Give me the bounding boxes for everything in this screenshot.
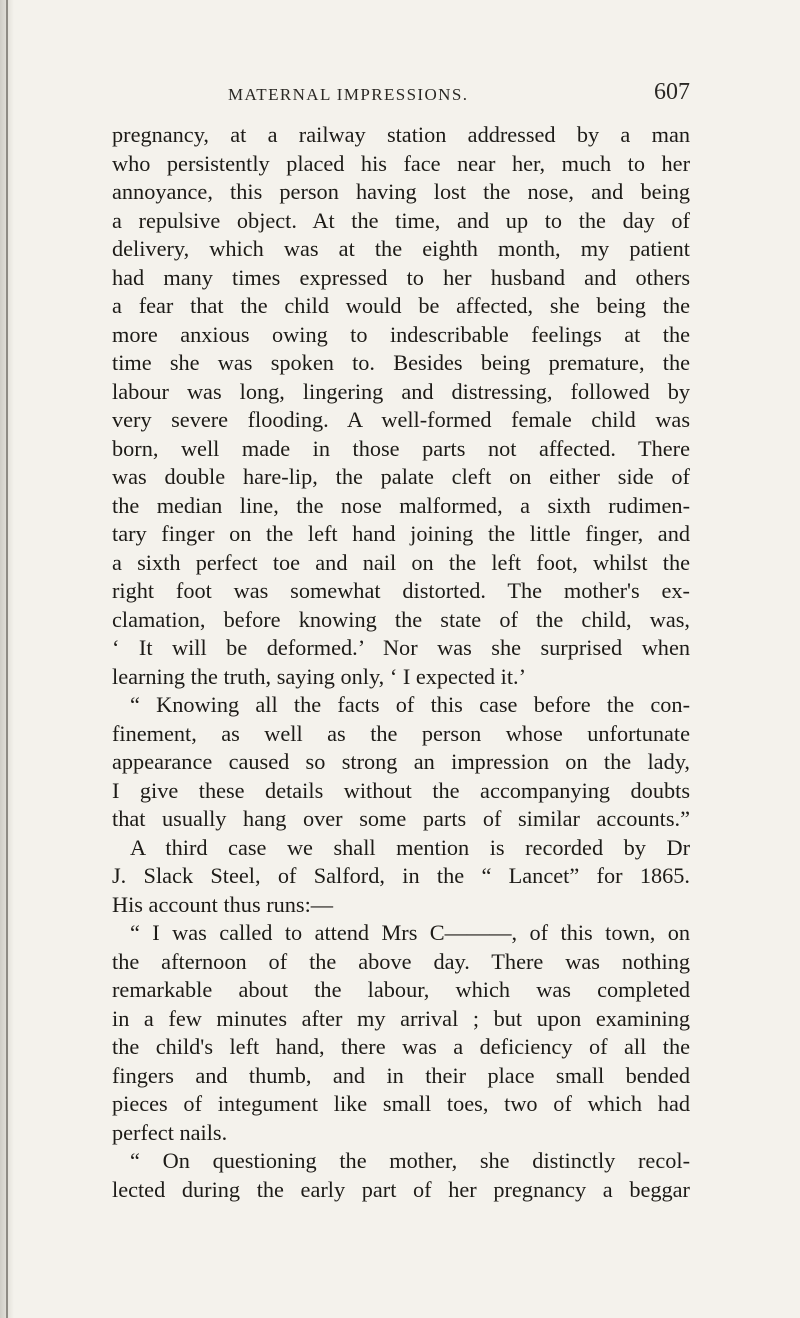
text-line: in a few minutes after my arrival ; but upon examining (112, 1005, 690, 1031)
text-line: A third case we shall mention is recorded by Dr (130, 834, 690, 860)
text-line: who persistently placed his face near her, much to her (112, 150, 690, 176)
text-line: a sixth perfect toe and nail on the left foot, whilst the (112, 549, 690, 575)
text-line: more anxious owing to indescribable feelings at the (112, 321, 690, 347)
text-line: the median line, the nose malformed, a sixth rudimen- (112, 492, 690, 518)
text-line: pregnancy, at a railway station addressed by a man (112, 122, 690, 147)
text-line: annoyance, this person having lost the nose, and being (112, 179, 690, 204)
text-line: time she was spoken to. Besides being premature, the (112, 350, 690, 375)
text-line: perfect nails. (112, 1119, 228, 1145)
text-line: fingers and thumb, and in their place small bended (112, 1062, 690, 1088)
text-line: pieces of integument like small toes, two of which had (112, 1091, 690, 1116)
text-line: J. Slack Steel, of Salford, in the “ Lancet” for 1865. (112, 863, 690, 888)
text-line: had many times expressed to her husband and others (112, 264, 690, 290)
text-line: clamation, before knowing the state of the child, was, (112, 606, 690, 632)
text-line: remarkable about the labour, which was completed (112, 977, 690, 1002)
text-line: His account thus runs:— (112, 891, 334, 917)
text-line: I give these details without the accompanying doubts (112, 777, 690, 803)
text-line: a fear that the child would be affected, she being the (112, 293, 690, 318)
text-line: learning the truth, saying only, ‘ I expected it.’ (112, 663, 527, 689)
text-line: the afternoon of the above day. There was nothing (112, 948, 690, 974)
text-line: tary finger on the left hand joining the little finger, and (112, 521, 690, 546)
page-binding-line (6, 0, 8, 1318)
running-title: MATERNAL IMPRESSIONS. (228, 85, 469, 104)
body-text (112, 121, 690, 1204)
text-line: “ Knowing all the facts of this case before the con- (130, 692, 690, 717)
text-line: finement, as well as the person whose unfortunate (112, 720, 690, 746)
text-line: lected during the early part of her pregnancy a beggar (112, 1176, 690, 1202)
text-line: appearance caused so strong an impression on the lady, (112, 749, 690, 774)
page-header (228, 79, 690, 109)
text-line: was double hare-lip, the palate cleft on either side of (112, 464, 690, 489)
text-line: very severe flooding. A well-formed female child was (112, 407, 690, 432)
text-line: labour was long, lingering and distressing, followed by (112, 378, 690, 404)
text-line: that usually hang over some parts of similar accounts.” (112, 806, 690, 831)
text-line: the child's left hand, there was a deficiency of all the (112, 1034, 690, 1059)
text-line: “ I was called to attend Mrs C———, of this town, on (130, 920, 690, 945)
page-number: 607 (654, 79, 690, 105)
text-line: born, well made in those parts not affected. There (112, 435, 690, 461)
text-line: right foot was somewhat distorted. The mother's ex- (112, 578, 690, 603)
text-line: ‘ It will be deformed.’ Nor was she surprised when (112, 635, 690, 660)
text-line: a repulsive object. At the time, and up to the day of (112, 207, 690, 233)
text-line: “ On questioning the mother, she distinctly recol- (130, 1148, 690, 1173)
text-line: delivery, which was at the eighth month, my patient (112, 236, 690, 261)
